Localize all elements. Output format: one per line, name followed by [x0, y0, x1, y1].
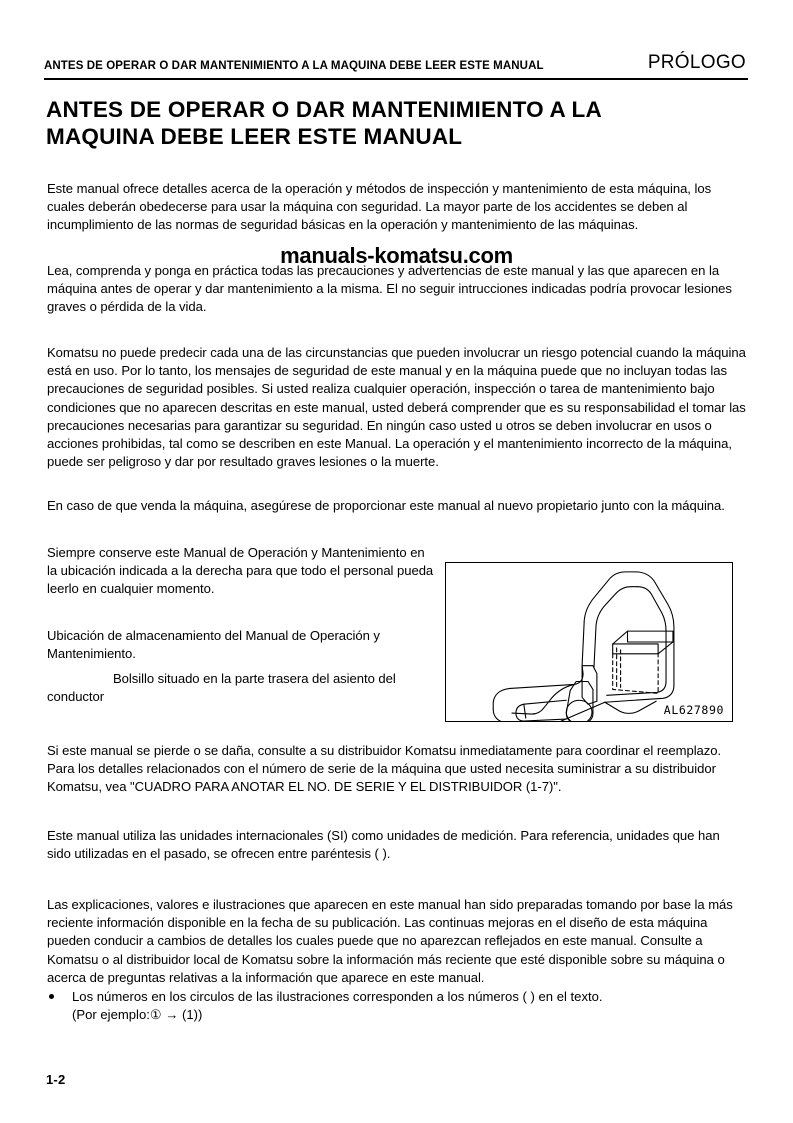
- bullet-note-line2: (Por ejemplo:① → (1)): [72, 1007, 203, 1023]
- page-number-footer: 1-2: [46, 1072, 66, 1087]
- paragraph-responsibility: Komatsu no puede predecir cada una de las circunstancias que pueden involucrar un riesgo potencial cuando la máquina está en uso. Por lo tanto, los mensajes de seguridad de este manual y en la máquina puede que no incluyan todas las precauciones de seguridad posibles. Si usted realiza cualquier operación, inspección o tarea de mantenimiento bajo condiciones que no aparecen descritas en este manual, usted deberá comprender que es su responsabilidad el tomar las precauciones necesarias para garantizar su seguridad. En ningún caso usted u otros se deben involucrar en usos o acciones prohibidas, tal como se describen en este Manual. La operación y el mantenimiento incorrecto de la máquina, puede ser peligroso y dar por resultado graves lesiones o la muerte.: [47, 345, 746, 470]
- paragraph-read-understand: Lea, comprenda y ponga en práctica todas las precauciones y advertencias de este manual y las que aparecen en la máquina antes de operar y dar mantenimiento a la misma. El no seguir intrucciones indicadas podría provocar lesiones graves o pérdida de la vida.: [47, 263, 732, 315]
- paragraph-si-units: Este manual utiliza las unidades internacionales (SI) como unidades de medición. Para referencia, unidades que han sido utilizadas en el pasado, se ofrecen entre paréntesis ( ).: [47, 828, 720, 862]
- header-section-name: PRÓLOGO: [647, 52, 746, 73]
- seat-drawing-icon: [446, 563, 732, 721]
- paragraph-disclaimer: Las explicaciones, valores e ilustraciones que aparecen en este manual han sido preparadas tomando por base la más reciente información disponible en la fecha de su publicación. Las continuas mejoras en el diseño de esta máquina pueden conducir a cambios de detalles los cuales puede que no aparezcan reflejados en este manual. Consulte a Komatsu o al distribuidor local de Komatsu sobre la información más reciente que esté disponible sobre su máquina o acerca de preguntas relativas a la información que aparece en este manual.: [47, 897, 733, 985]
- page-header: [44, 52, 748, 82]
- list-item: [47, 988, 747, 1024]
- paragraph-lost-manual: Si este manual se pierde o se daña, consulte a su distribuidor Komatsu inmediatamente para coordinar el reemplazo. Para los detalles relacionados con el número de serie de la máquina que usted necesita suministrar a su distribuidor Komatsu, vea "CUADRO PARA ANOTAR EL NO. DE SERIE Y EL DISTRIBUIDOR (1-7)".: [47, 743, 722, 795]
- paragraph-keep-manual: Siempre conserve este Manual de Operación y Mantenimiento en la ubicación indicada a la derecha para que todo el personal pueda leerlo en cualquier momento.: [47, 545, 434, 597]
- watermark: manuals-komatsu.com: [280, 243, 513, 268]
- figure-reference-code: AL627890: [663, 703, 724, 717]
- bullet-note-block: [47, 988, 747, 1024]
- paragraph-storage-location-detail: Bolsillo situado en la parte trasera del asiento del conductor: [47, 671, 396, 705]
- bullet-note-line1: Los números en los circulos de las ilustraciones corresponden a los números ( ) en el texto.: [72, 989, 603, 1004]
- paragraph-storage-location-heading: Ubicación de almacenamiento del Manual de Operación y Mantenimiento.: [47, 628, 380, 662]
- bullet-dot-icon: [49, 994, 54, 999]
- header-running-title: ANTES DE OPERAR O DAR MANTENIMIENTO A LA MAQUINA DEBE LEER ESTE MANUAL: [44, 60, 544, 72]
- paragraph-resale: En caso de que venda la máquina, asegúrese de proporcionar este manual al nuevo propietario junto con la máquina.: [47, 498, 725, 513]
- figure-seat-illustration: [445, 562, 733, 722]
- paragraph-intro: Este manual ofrece detalles acerca de la operación y métodos de inspección y mantenimiento de esta máquina, los cuales deberán obedecerse para usar la máquina con seguridad. La mayor parte de los accidentes se deben al incumplimiento de las normas de seguridad básicas en la operación y mantenimiento de las máquinas.: [47, 181, 712, 233]
- header-divider: [44, 78, 748, 80]
- page-title: ANTES DE OPERAR O DAR MANTENIMIENTO A LA MAQUINA DEBE LEER ESTE MANUAL: [46, 97, 602, 149]
